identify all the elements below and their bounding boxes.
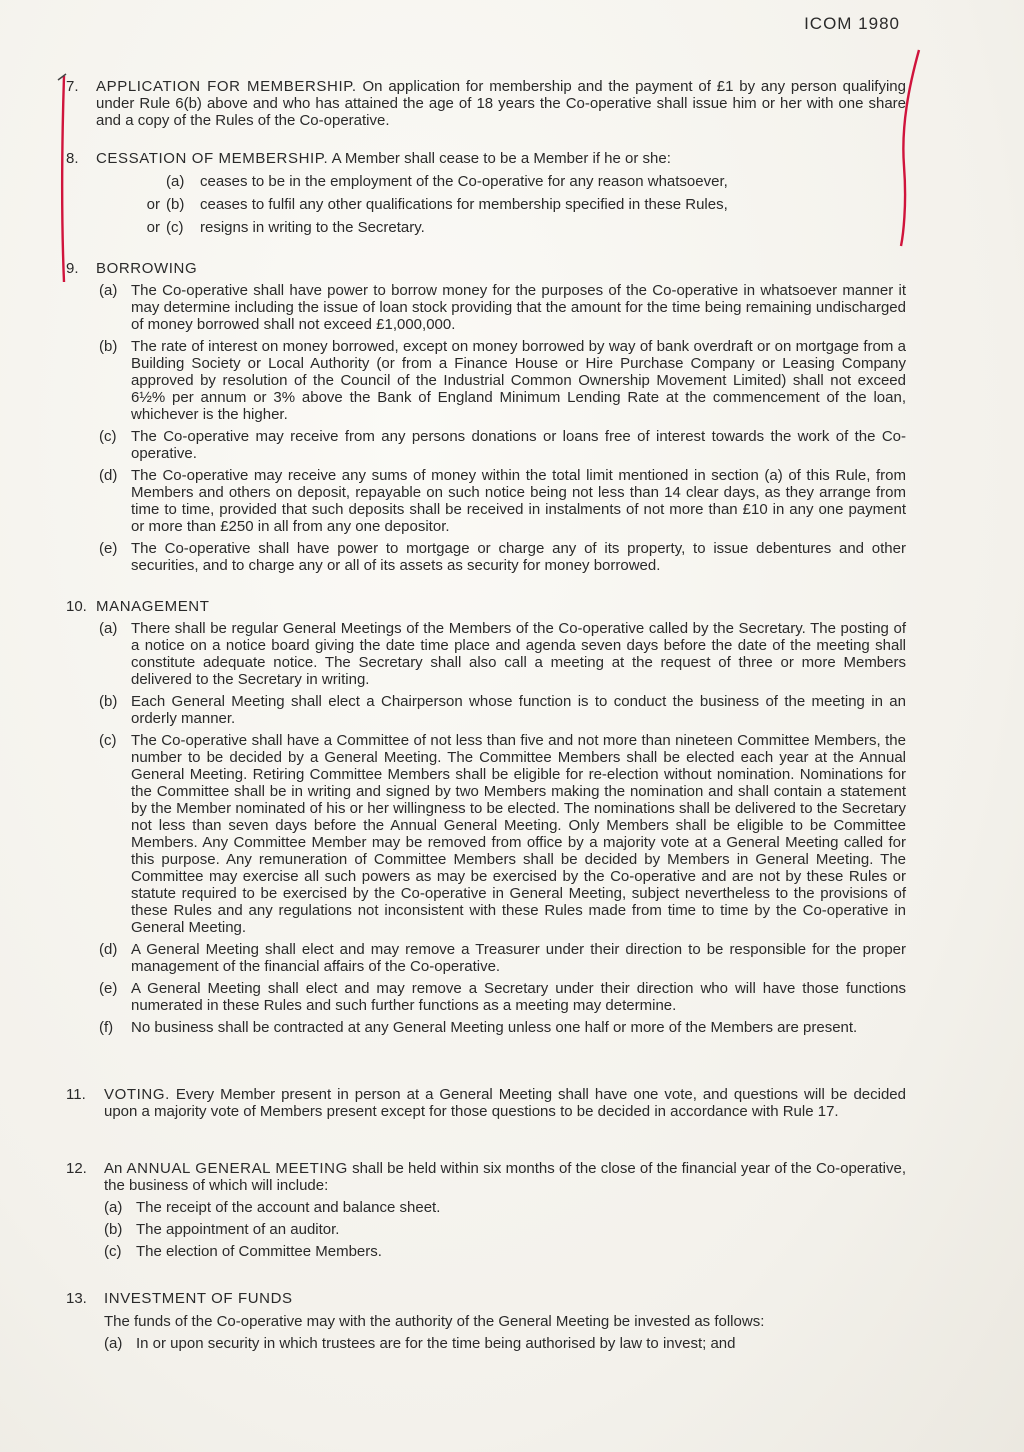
rule-number: 8.: [66, 150, 79, 167]
rule-9: [66, 260, 906, 574]
list-item: (c) The Co-operative shall have a Committee of not less than five and not more than nineteen Committee Members, the number to be decided by a General Meeting. The Committee Members shall be elected each year at the Annual General Meeting. Retiring Committee Members shall be eligible for re-election without nomination. Nominations for the Committee shall be in writing and signed by two Members making the nomination and shall contain a statement by the Member nominated of his or her willingness to be elected. The nominations shall be delivered to the Secretary not less than seven days before the Annual General Meeting. Only Members shall be eligible to be Committee Members. Any Committee Member may be removed from office by a majority vote at a General Meeting called for this purpose. Any remuneration of Committee Members shall be decided by Members in General Meeting. The Committee may exercise all such powers as may be exercised by the Co-operative and are not by these Rules or statute required to be exercised by the Co-operative in General Meeting, subject nevertheless to the provisions of these Rules and any regulations not inconsistent with these Rules made from time to time by the Co-operative in General Meeting.: [99, 732, 906, 936]
list-item: (f) No business shall be contracted at any General Meeting unless one half or more of the Members are present.: [99, 1019, 858, 1036]
rule-text: Every Member present in person at a General Meeting shall have one vote, and questions will be decided upon a majority vote of Members present except for those questions to be decided in accordance with Rule 17.: [104, 1086, 906, 1120]
list-item: (a) The receipt of the account and balance sheet.: [104, 1199, 441, 1216]
list-item: (c) The election of Committee Members.: [104, 1243, 382, 1260]
rule-number: 11.: [66, 1086, 86, 1103]
rule-number: 10.: [66, 598, 87, 615]
list-item: (b) The appointment of an auditor.: [104, 1221, 340, 1238]
list-item: (e) A General Meeting shall elect and may remove a Secretary under their direction who will have those functions numerated in these Rules and such further functions as a meeting may determine.: [99, 980, 906, 1014]
rule-8: [66, 150, 906, 236]
rule-title: MANAGEMENT: [96, 598, 210, 615]
list-item: (a) ceases to be in the employment of the Co-operative for any reason whatsoever,: [166, 173, 728, 190]
rule-title: BORROWING: [96, 260, 198, 277]
rule-title: APPLICATION FOR MEMBERSHIP.: [96, 78, 357, 95]
list-item: (a) The Co-operative shall have power to borrow money for the purposes of the Co-operative in whatsoever manner it may determine including the issue of loan stock providing that the amount for the time being remaining undischarged of money borrowed shall not exceed £1,000,000.: [99, 282, 906, 333]
list-item: (d) A General Meeting shall elect and may remove a Treasurer under their direction to be responsible for the proper management of the financial affairs of the Co-operative.: [99, 941, 906, 975]
list-item: (d) The Co-operative may receive any sums of money within the total limit mentioned in section (a) of this Rule, from Members and others on deposit, repayable on such notice being not less than 14 clear days, as they arrange from time to time, provided that such deposits shall be received in instalments of not more than £10 in any one payment or more than £250 in all from any one depositor.: [99, 467, 906, 535]
rule-7: [66, 78, 906, 129]
list-item: or (b) ceases to fulfil any other qualifications for membership specified in these Rules,: [146, 196, 728, 213]
rule-10: [66, 598, 906, 1036]
list-item: (a) In or upon security in which trustees are for the time being authorised by law to invest; and: [104, 1335, 736, 1352]
rule-intro: The funds of the Co-operative may with the authority of the General Meeting be invested as follows:: [104, 1313, 765, 1330]
rule-title: INVESTMENT OF FUNDS: [104, 1290, 293, 1307]
rule-intro: A Member shall cease to be a Member if he or she:: [331, 150, 671, 167]
rule-number: 12.: [66, 1160, 87, 1177]
rule-title: VOTING.: [104, 1086, 170, 1103]
rule-number: 7.: [66, 78, 79, 95]
rule-text: On application for membership and the payment of £1 by any person qualifying under Rule 6(b) above and who has attained the age of 18 years the Co-operative shall issue him or her with one share and a copy of the Rules of the Co-operative.: [96, 78, 906, 129]
rule-number: 13.: [66, 1290, 87, 1307]
rule-title: ANNUAL GENERAL MEETING: [126, 1160, 348, 1177]
rule-number: 9.: [66, 260, 79, 277]
list-item: (b) Each General Meeting shall elect a Chairperson whose function is to conduct the business of the meeting in an orderly manner.: [99, 693, 906, 727]
list-item: (b) The rate of interest on money borrowed, except on money borrowed by way of bank overdraft or on mortgage from a Building Society or Local Authority (or from a Finance House or Hire Purchase Company or Leasing Company approved by resolution of the Council of the Industrial Common Ownership Movement Limited) shall not exceed 6½% per annum or 3% above the Bank of England Minimum Lending Rate at the commencement of the loan, whichever is the higher.: [99, 338, 906, 423]
rule-13: [66, 1290, 906, 1352]
list-item: (a) There shall be regular General Meetings of the Members of the Co-operative called by the Secretary. The posting of a notice on a notice board giving the date time place and agenda seven days before the date of the meeting shall constitute adequate notice. The Secretary shall also call a meeting at the request of three or more Members delivered to the Secretary in writing.: [99, 620, 906, 688]
rule-text: shall be held within six months of the close of the financial year of the Co-operative, the business of which will include:: [104, 1160, 906, 1194]
list-item: (e) The Co-operative shall have power to mortgage or charge any of its property, to issue debentures and other securities, and to charge any or all of its assets as security for money borrowed.: [99, 540, 906, 574]
list-item: or (c) resigns in writing to the Secretary.: [146, 219, 425, 236]
rule-11: [66, 1086, 906, 1120]
document-reference: ICOM 1980: [804, 14, 900, 33]
rule-12: 12. An ANNUAL GENERAL MEETING shall be held within six months of the close of the financial year of the Co-operative, the business of which will include: (a) The receipt of the account and balance sheet. (b) The appointment of an auditor. (c) The election of Committee Members.: [66, 1160, 906, 1260]
list-item: (c) The Co-operative may receive from any persons donations or loans free of interest towards the work of the Co-operative.: [99, 428, 906, 462]
rule-title: CESSATION OF MEMBERSHIP.: [96, 150, 329, 167]
